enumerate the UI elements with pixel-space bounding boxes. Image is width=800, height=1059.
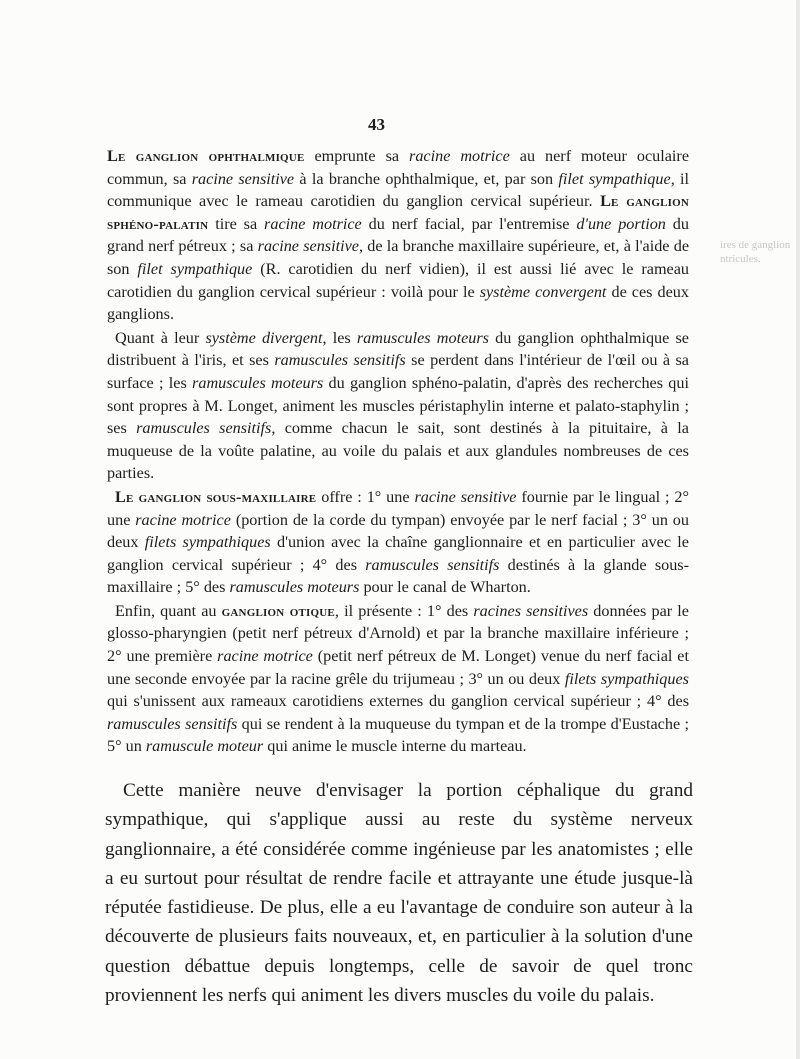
italic-term: filets sympathiques — [144, 533, 271, 552]
text-run: d'union avec la chaîne ganglionnaire et en particulier avec le ganglion cervical supérieur ; 4° des — [107, 533, 689, 574]
italic-term: ramuscule moteur — [145, 737, 264, 756]
margin-bleed-line: ntricules. — [720, 253, 761, 265]
paragraph-ganglion-otique — [107, 600, 689, 758]
text-run: à la branche ophthalmique, et, par son — [294, 169, 559, 188]
text-run: , il communique avec le rameau carotidien du ganglion cervical supérieur. — [107, 169, 690, 211]
text-run: fournie par le lingual ; 2° une — [107, 487, 689, 529]
italic-term: ramuscules sensitifs — [107, 714, 238, 733]
ganglion-heading-text: Le ganglion sous-maxillaire — [115, 487, 317, 506]
text-run: (petit nerf pétreux de M. Longet) venue du nerf facial et une seconde envoyée par la racine grêle du trijumeau ; 3° un ou deux — [107, 647, 689, 688]
text-run: , comme chacun le sait, sont destinés à la pituitaire, à la muqueuse de la voûte palatine, au voile du palais et aux glandules nombreuses de ces parties. — [107, 419, 689, 483]
italic-term: filet sympathique — [558, 169, 671, 188]
italic-term: racine motrice — [264, 214, 362, 233]
italic-term: ramuscules moteurs — [229, 578, 360, 597]
text-run: qui se rendent à la muqueuse du tympan et de la trompe d'Eustache ; 5° un — [107, 714, 690, 756]
paragraph-systeme-divergent — [107, 327, 689, 485]
text-run: offre : 1° une — [316, 487, 415, 506]
closing-text — [105, 776, 693, 1010]
ganglion-heading-text: ganglion otique — [221, 601, 335, 620]
margin-bleed-line: ires de ganglion — [720, 239, 791, 251]
text-run: Enfin, quant au — [115, 601, 222, 620]
italic-term: système divergent — [205, 328, 323, 347]
text-run: (R. carotidien du nerf vidien), il est aussi lié avec le rameau carotidien du ganglion cervical supérieur : voilà pour le — [107, 259, 689, 301]
italic-term: système convergent — [479, 282, 607, 301]
text-run: du ganglion sphéno-palatin, d'après des recherches qui sont propres à M. Longet, animent les muscles péristaphylin interne et palato-staphylin ; ses — [107, 373, 689, 438]
page-number: 43 — [368, 115, 385, 134]
text-run: tire sa — [208, 214, 265, 233]
text-run: au nerf moteur oculaire commun, sa — [107, 147, 689, 188]
text-run: (portion de la corde du tympan) envoyée par le nerf facial ; 3° un ou deux — [107, 510, 689, 552]
italic-term: filet sympathique — [137, 259, 253, 278]
text-run: du grand nerf pétreux ; sa — [107, 214, 689, 256]
italic-term: ramuscules sensitifs — [274, 351, 406, 370]
paragraph-ganglion-sous-maxillaire — [107, 486, 689, 599]
italic-term: ramuscules sensitifs — [136, 419, 272, 438]
text-run: données par le glosso-pharyngien (petit nerf pétreux d'Arnold) et par la branche maxillaire inférieure ; 2° une première — [107, 601, 689, 666]
italic-term: racines sensitives — [473, 601, 589, 620]
text-run: , les — [322, 328, 357, 347]
ganglion-heading-text: Le ganglion sphéno-palatin — [107, 192, 690, 233]
text-run: pour le canal de Wharton. — [359, 578, 531, 597]
italic-term: filets sympathiques — [564, 669, 689, 688]
text-run: qui s'unissent aux rameaux carotidiens externes du ganglion cervical supérieur ; 4° des — [107, 692, 689, 711]
text-run: , de la branche maxillaire supérieure, et, à l'aide de son — [107, 237, 690, 278]
page-edge — [796, 0, 800, 1059]
italic-term: racine sensitive — [191, 169, 295, 188]
paragraph-ganglion-ophthalmique — [107, 145, 689, 326]
italic-term: ramuscules moteurs — [192, 373, 324, 392]
text-run: du ganglion ophthalmique se distribuent à l'iris, et ses — [107, 328, 689, 370]
italic-term: ramuscules moteurs — [356, 328, 489, 347]
italic-term: racine motrice — [217, 647, 313, 666]
text-run: du nerf facial, par l'entremise — [361, 214, 577, 233]
text-run: se perdent dans l'intérieur de l'œil ou à sa surface ; les — [107, 351, 689, 392]
ganglion-heading-text: Le ganglion ophthalmique — [107, 147, 305, 165]
italic-term: racine motrice — [409, 147, 510, 165]
italic-term: racine motrice — [135, 510, 231, 529]
text-run: emprunte sa — [304, 147, 410, 165]
text-run: destinés à la glande sous-maxillaire ; 5° des — [107, 555, 689, 597]
italic-term: racine sensitive — [414, 487, 517, 506]
italic-term: d'une portion — [576, 214, 666, 233]
text-run: qui anime le muscle interne du marteau. — [263, 737, 527, 756]
main-text — [107, 145, 689, 759]
text-run: Quant à leur — [115, 328, 206, 347]
margin-bleed-through — [720, 238, 800, 266]
italic-term: racine sensitive — [257, 237, 359, 256]
italic-term: ramuscules sensitifs — [365, 555, 500, 574]
closing-paragraph: Cette manière neuve d'envisager la portion céphalique du grand sympathique, qui s'applique aussi au reste du système nerveux ganglionnaire, a été considérée comme ingénieuse par les anatomistes ; elle a eu surtout pour résultat de rendre facile et attrayante une étude jusque-là réputée fastidieuse. De plus, elle a eu l'avantage de conduire son auteur à la découverte de plusieurs faits nouveaux, et, en particulier à la solution d'une question débattue depuis longtemps, celle de savoir de quel tronc proviennent les nerfs qui animent les divers muscles du voile du palais. — [105, 780, 693, 1007]
text-run: de ces deux ganglions. — [107, 282, 689, 324]
text-run: , il présente : 1° des — [334, 601, 474, 620]
